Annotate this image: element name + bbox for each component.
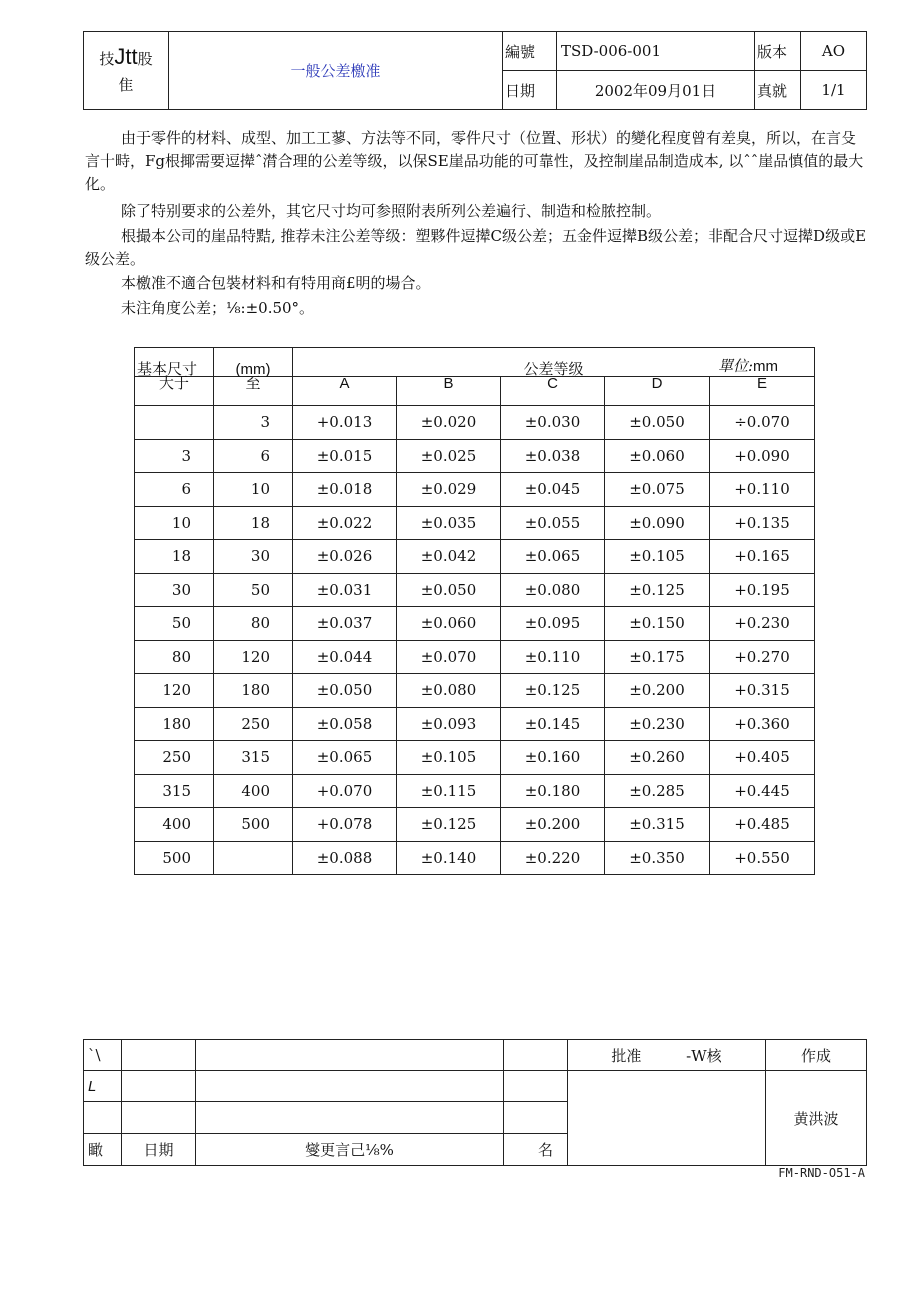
tolerance-grade-b-cell: ±0.060 [397, 607, 501, 641]
tolerance-row [135, 707, 815, 741]
tolerance-grade-c-cell: ±0.065 [501, 540, 605, 574]
tolerance-grade-e-cell: +0.405 [710, 741, 815, 775]
tolerance-grade-c-cell: ±0.125 [501, 674, 605, 708]
tolerance-grade-a-cell: +0.070 [293, 774, 397, 808]
tolerance-grade-d-cell: ±0.230 [605, 707, 710, 741]
tolerance-grade-c-cell: ±0.045 [501, 473, 605, 507]
tolerance-grade-a-cell: ±0.058 [293, 707, 397, 741]
grade-header-label: 公差等级 [523, 360, 584, 378]
logo-char-4: 隹 [118, 75, 134, 94]
tolerance-grade-b-cell: ±0.070 [397, 640, 501, 674]
tolerance-grade-b-cell: ±0.035 [397, 506, 501, 540]
approval-signature-area [568, 1071, 766, 1166]
tolerance-grade-d-cell: ±0.200 [605, 674, 710, 708]
tolerance-grade-b-cell: ±0.125 [397, 808, 501, 842]
tolerance-grade-c-cell: ±0.030 [501, 406, 605, 440]
recommendation-paragraph: 根撮本公司的崖品特黠, 推荐未注公差等级：塑夥件逗撵C级公差；五金件逗撵B级公差；非配合尺寸逗撵D级或E级公差。 [85, 227, 867, 268]
change-cell [196, 1071, 504, 1102]
to-header: 至 [214, 377, 293, 406]
version-value: AO [801, 32, 867, 71]
tolerance-grade-d-cell: ±0.350 [605, 841, 710, 875]
change-cell [504, 1040, 568, 1071]
size-from-cell: 315 [135, 774, 214, 808]
size-to-cell: 400 [214, 774, 293, 808]
tolerance-grade-d-cell: ±0.150 [605, 607, 710, 641]
change-cell [84, 1102, 122, 1133]
tolerance-grade-e-cell: +0.315 [710, 674, 815, 708]
size-to-cell: 250 [214, 707, 293, 741]
page-label: 真就 [755, 71, 801, 110]
tolerance-grade-a-cell: ±0.018 [293, 473, 397, 507]
size-from-cell: 80 [135, 640, 214, 674]
tolerance-row [135, 640, 815, 674]
logo-char-1: 技 [99, 49, 115, 68]
unit-indicator [717, 357, 778, 375]
size-from-cell: 30 [135, 573, 214, 607]
grade-e-header: E [710, 377, 815, 406]
tolerance-row [135, 774, 815, 808]
tolerance-row [135, 607, 815, 641]
intro-paragraph: 由于零件的材料、成型、加工工蓼、方法等不同，零件尺寸（位置、形状）的變化程度曾有差臭，所以，在言殳言十畤，Fg根揶需要逗撵ˆ潸合理的公差等级，以保SE崖品功能的可靠性，及控制崖品制造成本, 以ˆˆ崖品慎值的最大化。 [85, 129, 864, 193]
tolerance-grade-d-cell: ±0.125 [605, 573, 710, 607]
tolerance-row [135, 741, 815, 775]
mm-header: (mm) [214, 348, 293, 377]
logo-char-2: Jtt [114, 43, 138, 69]
change-cell [122, 1071, 196, 1102]
tolerance-grade-a-cell: ±0.031 [293, 573, 397, 607]
tolerance-grade-e-cell: +0.485 [710, 808, 815, 842]
change-log-table [83, 1039, 867, 1166]
tolerance-grade-e-cell: +0.270 [710, 640, 815, 674]
col-content-label: 燮更言己⅛% [196, 1133, 504, 1165]
tolerance-grade-a-cell: ±0.015 [293, 439, 397, 473]
size-from-cell: 6 [135, 473, 214, 507]
tolerance-grade-e-cell: +0.445 [710, 774, 815, 808]
grade-c-header: C [501, 377, 605, 406]
tolerance-row [135, 439, 815, 473]
tolerance-grade-b-cell: ±0.115 [397, 774, 501, 808]
tolerance-table [134, 347, 815, 875]
size-from-cell: 180 [135, 707, 214, 741]
size-from-cell [135, 406, 214, 440]
size-from-cell: 250 [135, 741, 214, 775]
tolerance-grade-a-cell: ±0.037 [293, 607, 397, 641]
size-to-cell: 30 [214, 540, 293, 574]
tolerance-grade-e-cell: +0.110 [710, 473, 815, 507]
tolerance-grade-d-cell: ±0.105 [605, 540, 710, 574]
tolerance-grade-b-cell: ±0.050 [397, 573, 501, 607]
grade-b-header: B [397, 377, 501, 406]
document-number: TSD-006-001 [557, 32, 755, 71]
tolerance-grade-e-cell: ÷0.070 [710, 406, 815, 440]
size-header: 基本尺寸 [135, 348, 214, 377]
change-cell [196, 1040, 504, 1071]
size-to-cell: 6 [214, 439, 293, 473]
tolerance-grade-d-cell: ±0.175 [605, 640, 710, 674]
tolerance-grade-d-cell: ±0.075 [605, 473, 710, 507]
author-label: 作成 [766, 1040, 867, 1071]
tolerance-grade-a-cell: ±0.044 [293, 640, 397, 674]
tolerance-row [135, 841, 815, 875]
change-cell [122, 1040, 196, 1071]
tolerance-grade-b-cell: ±0.093 [397, 707, 501, 741]
tolerance-row [135, 540, 815, 574]
size-to-cell: 80 [214, 607, 293, 641]
grade-header [293, 348, 815, 377]
author-name: 黄洪波 [766, 1071, 867, 1166]
scope-paragraph: 本檄准不適合包裝材料和有特用商£明的場合。 [121, 274, 431, 292]
approval-header [568, 1040, 766, 1071]
version-label: 版本 [755, 32, 801, 71]
tolerance-row [135, 573, 815, 607]
col-date-label: 日期 [122, 1133, 196, 1165]
size-from-cell: 3 [135, 439, 214, 473]
tolerance-grade-c-cell: ±0.160 [501, 741, 605, 775]
tolerance-grade-c-cell: ±0.180 [501, 774, 605, 808]
tolerance-grade-b-cell: ±0.080 [397, 674, 501, 708]
form-code: FM-RND-O51-A [778, 1166, 865, 1180]
tolerance-grade-c-cell: ±0.080 [501, 573, 605, 607]
page-value: 1/1 [801, 71, 867, 110]
tolerance-grade-a-cell: +0.013 [293, 406, 397, 440]
size-from-cell: 500 [135, 841, 214, 875]
tolerance-grade-d-cell: ±0.090 [605, 506, 710, 540]
tolerance-grade-a-cell: +0.078 [293, 808, 397, 842]
from-header: 大于 [135, 377, 214, 406]
tolerance-row [135, 406, 815, 440]
grade-d-header: D [605, 377, 710, 406]
tolerance-grade-d-cell: ±0.050 [605, 406, 710, 440]
size-to-cell [214, 841, 293, 875]
tolerance-grade-c-cell: ±0.095 [501, 607, 605, 641]
document-title: 一般公差檄准 [169, 32, 503, 110]
tolerance-grade-e-cell: +0.230 [710, 607, 815, 641]
col-no-label: 瞰 [84, 1133, 122, 1165]
unit-value: mm [753, 358, 778, 375]
size-from-cell: 120 [135, 674, 214, 708]
tolerance-grade-a-cell: ±0.026 [293, 540, 397, 574]
tolerance-grade-e-cell: +0.195 [710, 573, 815, 607]
tolerance-grade-c-cell: ±0.038 [501, 439, 605, 473]
tolerance-grade-a-cell: ±0.088 [293, 841, 397, 875]
change-cell [504, 1071, 568, 1102]
change-cell [196, 1102, 504, 1133]
tolerance-grade-a-cell: ±0.050 [293, 674, 397, 708]
tolerance-rows [135, 406, 815, 875]
tolerance-grade-b-cell: ±0.105 [397, 741, 501, 775]
grade-a-header: A [293, 377, 397, 406]
tolerance-grade-d-cell: ±0.260 [605, 741, 710, 775]
size-to-cell: 18 [214, 506, 293, 540]
tolerance-grade-e-cell: +0.090 [710, 439, 815, 473]
tolerance-grade-b-cell: ±0.140 [397, 841, 501, 875]
tolerance-grade-b-cell: ±0.042 [397, 540, 501, 574]
company-logo [84, 32, 169, 110]
change-mark-2: L [84, 1071, 122, 1102]
tolerance-grade-c-cell: ±0.145 [501, 707, 605, 741]
tolerance-grade-c-cell: ±0.110 [501, 640, 605, 674]
general-tolerance-paragraph: 除了特别要求的公差外，其它尺寸均可参照附表所列公差遍行、制造和检脓控制。 [121, 202, 662, 220]
col-sign-label: 名 [504, 1133, 568, 1165]
tolerance-grade-c-cell: ±0.055 [501, 506, 605, 540]
date-label: 日期 [503, 71, 557, 110]
size-to-cell: 180 [214, 674, 293, 708]
tolerance-row [135, 473, 815, 507]
logo-char-3: 股 [137, 49, 153, 68]
tolerance-row [135, 808, 815, 842]
tolerance-grade-b-cell: ±0.025 [397, 439, 501, 473]
tolerance-grade-e-cell: +0.165 [710, 540, 815, 574]
document-header [83, 31, 867, 110]
approve-label: 批准 [611, 1046, 642, 1065]
tolerance-grade-d-cell: ±0.285 [605, 774, 710, 808]
tolerance-grade-b-cell: ±0.029 [397, 473, 501, 507]
size-from-cell: 10 [135, 506, 214, 540]
size-to-cell: 315 [214, 741, 293, 775]
review-label: -W核 [686, 1046, 722, 1065]
tolerance-grade-b-cell: ±0.020 [397, 406, 501, 440]
tolerance-grade-e-cell: +0.550 [710, 841, 815, 875]
tolerance-grade-a-cell: ±0.022 [293, 506, 397, 540]
number-label: 編號 [503, 32, 557, 71]
tolerance-grade-e-cell: +0.135 [710, 506, 815, 540]
tolerance-grade-d-cell: ±0.315 [605, 808, 710, 842]
change-cell [122, 1102, 196, 1133]
document-date: 2002年09月01日 [557, 71, 755, 110]
tolerance-row [135, 506, 815, 540]
size-to-cell: 120 [214, 640, 293, 674]
change-mark-1: `\ [84, 1040, 122, 1071]
size-to-cell: 50 [214, 573, 293, 607]
size-from-cell: 400 [135, 808, 214, 842]
tolerance-row [135, 674, 815, 708]
size-from-cell: 50 [135, 607, 214, 641]
unit-label: 單位: [717, 357, 753, 375]
size-to-cell: 10 [214, 473, 293, 507]
size-from-cell: 18 [135, 540, 214, 574]
tolerance-grade-e-cell: +0.360 [710, 707, 815, 741]
tolerance-grade-c-cell: ±0.200 [501, 808, 605, 842]
size-to-cell: 500 [214, 808, 293, 842]
angle-tolerance-paragraph: 未注角度公差；⅛:±0.50°。 [121, 299, 315, 317]
tolerance-grade-c-cell: ±0.220 [501, 841, 605, 875]
change-cell [504, 1102, 568, 1133]
tolerance-grade-a-cell: ±0.065 [293, 741, 397, 775]
tolerance-grade-d-cell: ±0.060 [605, 439, 710, 473]
size-to-cell: 3 [214, 406, 293, 440]
